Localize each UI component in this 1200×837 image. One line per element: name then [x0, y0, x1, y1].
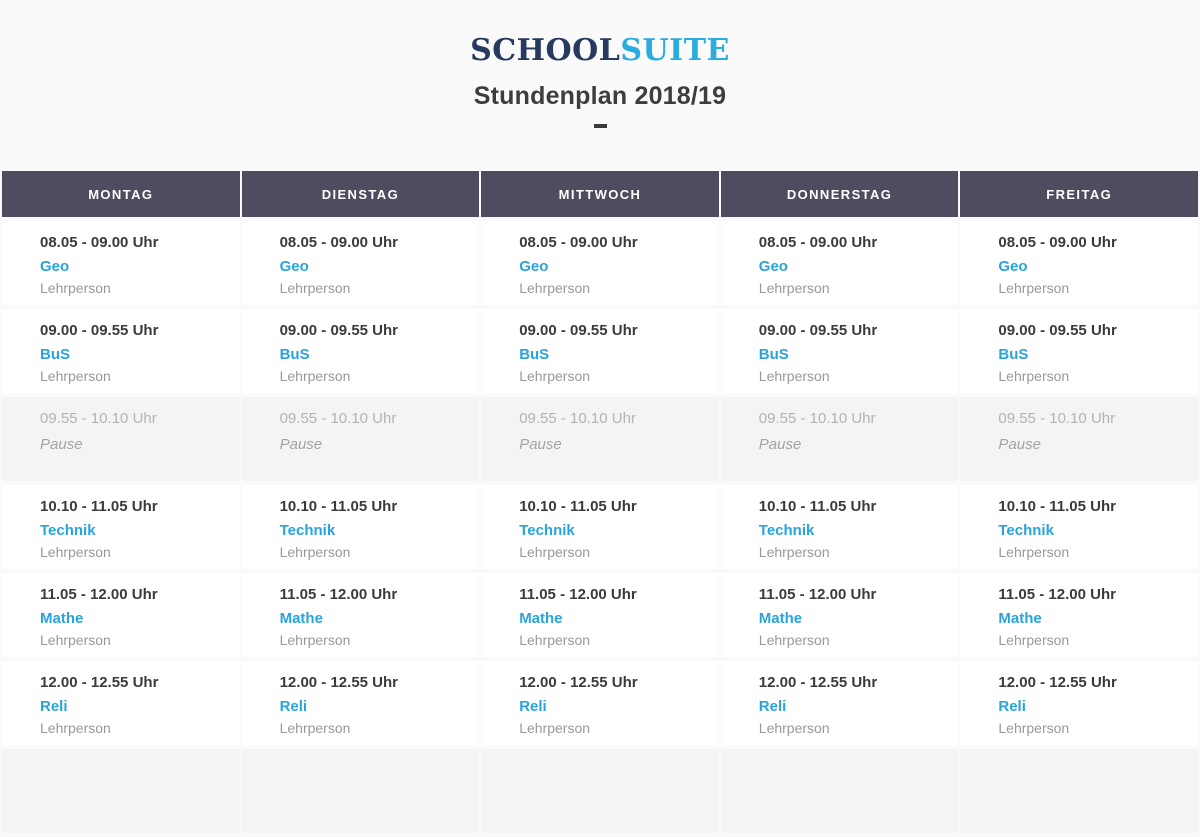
slot-time: 10.10 - 11.05 Uhr — [998, 498, 1116, 515]
teacher-label: Lehrperson — [998, 720, 1070, 736]
lesson-cell — [242, 309, 480, 393]
lesson-cell — [481, 573, 719, 657]
subject-label: BuS — [40, 346, 70, 363]
subject-label: Reli — [279, 698, 308, 715]
subject-label: BuS — [519, 346, 550, 363]
slot-time: 09.55 - 10.10 Uhr — [279, 410, 397, 427]
lesson-cell — [721, 309, 959, 393]
lesson-cell — [242, 661, 480, 745]
teacher-label: Lehrperson — [519, 544, 591, 560]
schoolsuite-logo — [0, 0, 1200, 69]
teacher-label: Lehrperson — [758, 632, 830, 648]
teacher-label: Lehrperson — [998, 280, 1070, 296]
subject-label: Technik — [998, 522, 1054, 539]
teacher-label: Lehrperson — [40, 720, 111, 736]
page-title: Stundenplan 2018/19 — [473, 82, 727, 110]
logo-part-school: SCHOOL — [470, 33, 621, 68]
slot-time: 12.00 - 12.55 Uhr — [758, 674, 878, 691]
subject-label: Geo — [40, 258, 70, 275]
teacher-label: Lehrperson — [279, 632, 351, 648]
teacher-label: Lehrperson — [279, 544, 351, 560]
lesson-cell — [960, 221, 1198, 305]
slot-time: 08.05 - 09.00 Uhr — [279, 234, 398, 251]
lesson-cell — [960, 661, 1198, 745]
timetable — [0, 167, 1200, 837]
lesson-row — [2, 485, 1198, 569]
subject-label: Mathe — [758, 610, 803, 627]
break-cell — [481, 397, 719, 481]
subject-label: Reli — [998, 698, 1026, 715]
break-row — [2, 749, 1198, 833]
teacher-label: Lehrperson — [40, 544, 111, 560]
lesson-row — [2, 661, 1198, 745]
slot-time: 11.05 - 12.00 Uhr — [279, 586, 398, 603]
break-cell — [960, 749, 1198, 833]
subject-label: BuS — [758, 346, 789, 363]
teacher-label: Lehrperson — [279, 720, 351, 736]
teacher-label: Lehrperson — [519, 280, 591, 296]
slot-time: 09.55 - 10.10 Uhr — [998, 410, 1116, 427]
lesson-cell — [2, 309, 240, 393]
slot-time: 12.00 - 12.55 Uhr — [40, 674, 159, 691]
break-row — [2, 397, 1198, 481]
slot-time: 08.05 - 09.00 Uhr — [40, 234, 159, 251]
teacher-label: Lehrperson — [40, 368, 111, 384]
lesson-cell — [481, 221, 719, 305]
subject-label: Geo — [758, 258, 788, 275]
subject-label: Mathe — [998, 610, 1042, 627]
subject-label: Mathe — [40, 610, 84, 627]
logo-part-suite: SUITE — [620, 33, 730, 68]
day-header-freitag: FREITAG — [960, 171, 1198, 217]
lesson-cell — [481, 309, 719, 393]
day-header-dienstag: DIENSTAG — [242, 171, 480, 217]
slot-time: 12.00 - 12.55 Uhr — [998, 674, 1117, 691]
slot-time: 09.00 - 09.55 Uhr — [279, 322, 398, 339]
day-header-row — [2, 171, 1198, 217]
teacher-label: Lehrperson — [519, 368, 591, 384]
subject-label: Geo — [519, 258, 549, 275]
teacher-label: Lehrperson — [758, 368, 830, 384]
subject-label: Mathe — [519, 610, 563, 627]
teacher-label: Lehrperson — [758, 280, 830, 296]
slot-time: 08.05 - 09.00 Uhr — [998, 234, 1117, 251]
slot-time: 12.00 - 12.55 Uhr — [519, 674, 638, 691]
lesson-cell — [721, 485, 959, 569]
slot-time: 10.10 - 11.05 Uhr — [279, 498, 398, 515]
break-cell — [721, 749, 959, 833]
slot-time: 09.00 - 09.55 Uhr — [40, 322, 159, 339]
lesson-cell — [960, 309, 1198, 393]
day-header-donnerstag: DONNERSTAG — [721, 171, 959, 217]
subject-label: Geo — [998, 258, 1028, 275]
slot-time: 10.10 - 11.05 Uhr — [519, 498, 637, 515]
break-label: Pause — [519, 436, 562, 453]
teacher-label: Lehrperson — [519, 632, 591, 648]
slot-time: 09.00 - 09.55 Uhr — [758, 322, 878, 339]
lesson-cell — [242, 485, 480, 569]
lesson-cell — [960, 573, 1198, 657]
subject-label: Reli — [40, 698, 68, 715]
slot-time: 09.00 - 09.55 Uhr — [998, 322, 1117, 339]
lesson-cell — [242, 573, 480, 657]
subject-label: Technik — [519, 522, 575, 539]
lesson-cell — [481, 485, 719, 569]
subject-label: Technik — [758, 522, 815, 539]
slot-time: 10.10 - 11.05 Uhr — [40, 498, 158, 515]
break-cell — [242, 749, 480, 833]
break-label: Pause — [758, 436, 802, 453]
break-cell — [2, 749, 240, 833]
break-label: Pause — [998, 436, 1041, 453]
subject-label: Technik — [40, 522, 96, 539]
break-label: Pause — [279, 436, 323, 453]
slot-time: 11.05 - 12.00 Uhr — [519, 586, 637, 603]
lesson-cell — [960, 485, 1198, 569]
teacher-label: Lehrperson — [519, 720, 591, 736]
slot-time: 11.05 - 12.00 Uhr — [40, 586, 158, 603]
page-header — [0, 0, 1200, 167]
subject-label: Mathe — [279, 610, 323, 627]
teacher-label: Lehrperson — [279, 368, 351, 384]
lesson-cell — [2, 661, 240, 745]
subject-label: BuS — [279, 346, 310, 363]
teacher-label: Lehrperson — [998, 368, 1070, 384]
subject-label: Technik — [279, 522, 336, 539]
lesson-cell — [721, 221, 959, 305]
teacher-label: Lehrperson — [40, 632, 111, 648]
day-header-mittwoch: MITTWOCH — [481, 171, 719, 217]
teacher-label: Lehrperson — [758, 544, 830, 560]
teacher-label: Lehrperson — [758, 720, 830, 736]
lesson-cell — [721, 661, 959, 745]
teacher-label: Lehrperson — [998, 632, 1070, 648]
lesson-cell — [481, 661, 719, 745]
break-cell — [242, 397, 480, 481]
subject-label: Reli — [758, 698, 787, 715]
break-cell — [960, 397, 1198, 481]
subject-label: Geo — [279, 258, 309, 275]
title-accent-bar — [594, 124, 607, 128]
slot-time: 11.05 - 12.00 Uhr — [758, 586, 877, 603]
teacher-label: Lehrperson — [998, 544, 1070, 560]
lesson-cell — [721, 573, 959, 657]
break-cell — [721, 397, 959, 481]
slot-time: 09.00 - 09.55 Uhr — [519, 322, 638, 339]
subject-label: BuS — [998, 346, 1029, 363]
lesson-cell — [2, 485, 240, 569]
slot-time: 08.05 - 09.00 Uhr — [758, 234, 878, 251]
lesson-cell — [2, 573, 240, 657]
slot-time: 09.55 - 10.10 Uhr — [519, 410, 636, 427]
lesson-row — [2, 309, 1198, 393]
teacher-label: Lehrperson — [279, 280, 351, 296]
lesson-cell — [2, 221, 240, 305]
break-cell — [481, 749, 719, 833]
subject-label: Reli — [519, 698, 547, 715]
slot-time: 12.00 - 12.55 Uhr — [279, 674, 398, 691]
teacher-label: Lehrperson — [40, 280, 111, 296]
slot-time: 11.05 - 12.00 Uhr — [998, 586, 1116, 603]
lesson-row — [2, 573, 1198, 657]
break-label: Pause — [40, 436, 83, 453]
slot-time: 09.55 - 10.10 Uhr — [40, 410, 157, 427]
lesson-row — [2, 221, 1198, 305]
day-header-montag: MONTAG — [2, 171, 240, 217]
slot-time: 08.05 - 09.00 Uhr — [519, 234, 638, 251]
lesson-cell — [242, 221, 480, 305]
break-cell — [2, 397, 240, 481]
slot-time: 09.55 - 10.10 Uhr — [758, 410, 876, 427]
slot-time: 10.10 - 11.05 Uhr — [758, 498, 877, 515]
